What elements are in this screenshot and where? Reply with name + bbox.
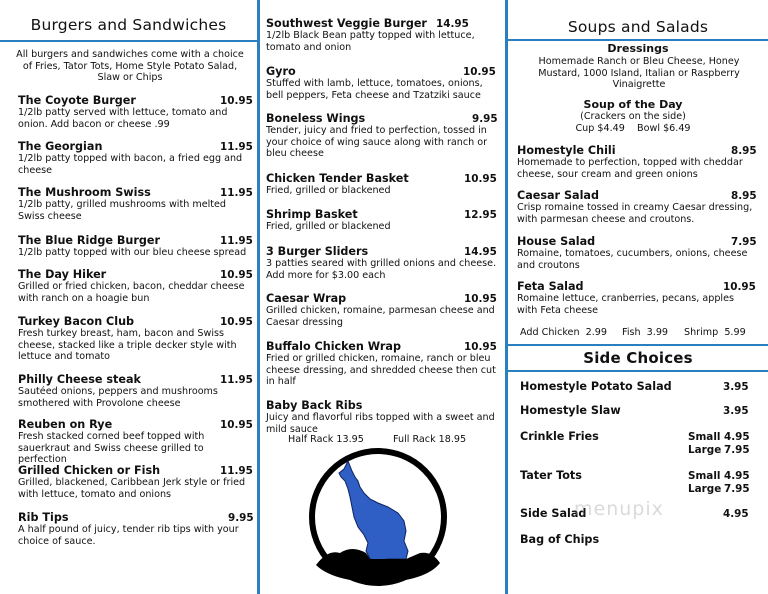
item-name: Gyro bbox=[266, 65, 296, 78]
item-price: 7.95 bbox=[731, 236, 757, 248]
menu-item bbox=[517, 235, 762, 271]
item-price: 10.95 bbox=[220, 269, 253, 281]
item-desc: Fresh stacked corned beef topped with sauerkraut and Swiss cheese grilled to perfection bbox=[18, 431, 205, 466]
menu-item bbox=[18, 140, 253, 176]
addon-chicken: Add Chicken 2.99 bbox=[520, 327, 607, 338]
item-name: Caesar Salad bbox=[517, 189, 599, 202]
dressings-title: Dressings bbox=[607, 42, 669, 55]
side-price: 7.95 bbox=[724, 483, 750, 495]
menu-item bbox=[18, 511, 254, 547]
item-desc: Juicy and flavorful ribs topped with a sweet and mild sauce bbox=[266, 412, 495, 435]
menu-item bbox=[18, 234, 253, 259]
item-desc: Fried, grilled or blackened bbox=[266, 185, 391, 196]
item-name: The Coyote Burger bbox=[18, 94, 136, 107]
item-name: Baby Back Ribs bbox=[266, 399, 363, 412]
item-desc: 1/2lb patty topped with our bleu cheese spread bbox=[18, 247, 247, 258]
item-desc: Fried, grilled or blackened bbox=[266, 221, 391, 232]
item-name: The Blue Ridge Burger bbox=[18, 234, 160, 247]
menu-item bbox=[266, 399, 502, 435]
item-desc: Grilled or fried chicken, bacon, cheddar cheese with ranch on a hoagie bun bbox=[18, 281, 245, 304]
menu-item bbox=[266, 208, 500, 233]
side-price: 4.95 bbox=[724, 470, 750, 482]
item-desc: Stuffed with lamb, lettuce, tomatoes, onions, bell peppers, Feta cheese and Tzatziki sauce bbox=[266, 78, 483, 101]
side-size-label: Large bbox=[688, 483, 722, 495]
item-price: 12.95 bbox=[464, 209, 497, 221]
item-price: 14.95 bbox=[464, 246, 497, 258]
item-price: 9.95 bbox=[228, 512, 254, 524]
item-price: 10.95 bbox=[723, 281, 756, 293]
item-name: Southwest Veggie Burger bbox=[266, 17, 427, 30]
soup-title: Soup of the Day bbox=[583, 98, 683, 111]
item-name: Homestyle Chili bbox=[517, 144, 616, 157]
menu-item bbox=[18, 464, 253, 500]
burgers-column bbox=[0, 0, 257, 594]
side-name: Side Salad bbox=[520, 507, 587, 520]
burgers-heading-rule bbox=[0, 40, 257, 42]
burgers-heading: Burgers and Sandwiches bbox=[30, 16, 227, 34]
side-name: Tater Tots bbox=[520, 469, 582, 482]
sides-top-rule bbox=[508, 344, 768, 346]
item-price: 10.95 bbox=[463, 66, 496, 78]
item-name: The Mushroom Swiss bbox=[18, 186, 151, 199]
side-name: Crinkle Fries bbox=[520, 430, 599, 443]
menu-item bbox=[18, 94, 253, 130]
menu-item bbox=[266, 172, 500, 197]
ribs-full-rack: Full Rack 18.95 bbox=[393, 434, 467, 445]
item-desc: Homemade to perfection, topped with cheddar cheese, sour cream and green onions bbox=[517, 157, 743, 180]
item-desc: Crisp romaine tossed in creamy Caesar dressing, with parmesan cheese and croutons. bbox=[517, 202, 753, 225]
item-desc: 1/2lb Black Bean patty topped with lettuce, tomato and onion bbox=[266, 30, 475, 53]
item-name: Caesar Wrap bbox=[266, 292, 347, 305]
item-price: 10.95 bbox=[220, 316, 253, 328]
sides-heading: Side Choices bbox=[583, 349, 693, 367]
menu-item bbox=[18, 315, 253, 363]
item-desc: 1/2lb patty served with lettuce, tomato and onion. Add bacon or cheese .99 bbox=[18, 107, 228, 130]
item-name: The Georgian bbox=[18, 140, 103, 153]
item-desc: A half pound of juicy, tender rib tips with your choice of sauce. bbox=[18, 524, 239, 547]
item-name: Philly Cheese steak bbox=[18, 373, 141, 386]
menu-item bbox=[266, 112, 500, 160]
menu-item bbox=[266, 340, 502, 388]
item-name: The Day Hiker bbox=[18, 268, 107, 281]
item-price: 10.95 bbox=[220, 95, 253, 107]
item-name: Turkey Bacon Club bbox=[18, 315, 135, 328]
item-price: 11.95 bbox=[220, 235, 253, 247]
side-name: Bag of Chips bbox=[520, 533, 600, 546]
item-desc: Tender, juicy and fried to perfection, tossed in your choice of wing sauce along with ranch or bleu cheese bbox=[266, 125, 488, 160]
item-desc: Sautéed onions, peppers and mushrooms smothered with Provolone cheese bbox=[18, 386, 218, 409]
item-desc: Romaine lettuce, cranberries, pecans, apples with Feta cheese bbox=[517, 293, 734, 316]
item-desc: Fresh turkey breast, ham, bacon and Swiss cheese, stacked like a triple decker style with lettuce and tomato bbox=[18, 328, 237, 363]
item-price: 14.95 bbox=[436, 18, 469, 30]
item-price: 9.95 bbox=[472, 113, 498, 125]
menu-item bbox=[266, 292, 502, 328]
howling-wolf-logo bbox=[308, 447, 448, 587]
side-size-label: Small bbox=[688, 431, 721, 443]
item-desc: 1/2lb patty topped with bacon, a fried egg and cheese bbox=[18, 153, 243, 176]
menu-item bbox=[18, 268, 253, 304]
menu-item bbox=[266, 17, 500, 53]
menu-item bbox=[18, 418, 253, 466]
item-desc: Fried or grilled chicken, romaine, ranch or bleu cheese dressing, and shredded cheese then cut in half bbox=[266, 353, 496, 388]
wolf-icon bbox=[308, 447, 448, 587]
menupix-watermark: menupix bbox=[574, 498, 664, 520]
dressings-text: Homemade Ranch or Bleu Cheese, Honey Mustard, 1000 Island, Italian or Raspberry Vinaigrette bbox=[538, 56, 740, 91]
item-name: Chicken Tender Basket bbox=[266, 172, 409, 185]
burgers-intro: All burgers and sandwiches come with a choice of Fries, Tator Tots, Home Style Potato Salad, Slaw or Chips bbox=[16, 49, 244, 84]
sides-heading-rule bbox=[508, 370, 768, 372]
item-name: Grilled Chicken or Fish bbox=[18, 464, 161, 477]
item-name: Rib Tips bbox=[18, 511, 69, 524]
item-price: 10.95 bbox=[464, 341, 497, 353]
item-name: 3 Burger Sliders bbox=[266, 245, 369, 258]
item-name: Shrimp Basket bbox=[266, 208, 358, 221]
side-price: 4.95 bbox=[723, 508, 749, 520]
addon-shrimp: Shrimp 5.99 bbox=[684, 327, 746, 338]
item-desc: Grilled, blackened, Caribbean Jerk style or fried with lettuce, tomato and onions bbox=[18, 477, 246, 500]
soups-heading: Soups and Salads bbox=[567, 18, 709, 36]
item-price: 10.95 bbox=[220, 419, 253, 431]
item-desc: 3 patties seared with grilled onions and cheese. Add more for $3.00 each bbox=[266, 258, 497, 281]
side-price: 7.95 bbox=[724, 444, 750, 456]
item-desc: Romaine, tomatoes, cucumbers, onions, cheese and croutons bbox=[517, 248, 748, 271]
menu-item bbox=[517, 144, 757, 180]
soups-heading-rule bbox=[508, 39, 768, 41]
side-size-label: Small bbox=[688, 470, 721, 482]
side-name: Homestyle Potato Salad bbox=[520, 380, 672, 393]
item-desc: 1/2lb patty, grilled mushrooms with melted Swiss cheese bbox=[18, 199, 227, 222]
item-price: 10.95 bbox=[464, 293, 497, 305]
menu-item bbox=[266, 65, 502, 101]
menu-item bbox=[517, 189, 762, 225]
item-price: 8.95 bbox=[731, 145, 757, 157]
item-desc: Grilled chicken, romaine, parmesan cheese and Caesar dressing bbox=[266, 305, 495, 328]
side-size-label: Large bbox=[688, 444, 722, 456]
menu-item bbox=[266, 245, 500, 281]
soup-note: (Crackers on the side) bbox=[580, 111, 686, 122]
item-name: House Salad bbox=[517, 235, 596, 248]
menu-item bbox=[517, 280, 757, 316]
item-price: 8.95 bbox=[731, 190, 757, 202]
item-price: 11.95 bbox=[220, 374, 253, 386]
item-name: Buffalo Chicken Wrap bbox=[266, 340, 401, 353]
menu-item bbox=[18, 186, 253, 222]
item-price: 11.95 bbox=[220, 141, 253, 153]
item-name: Boneless Wings bbox=[266, 112, 366, 125]
item-price: 11.95 bbox=[220, 465, 253, 477]
item-name: Reuben on Rye bbox=[18, 418, 113, 431]
side-price: 4.95 bbox=[724, 431, 750, 443]
item-price: 10.95 bbox=[464, 173, 497, 185]
addon-fish: Fish 3.99 bbox=[622, 327, 669, 338]
ribs-half-rack: Half Rack 13.95 bbox=[288, 434, 364, 445]
side-price: 3.95 bbox=[723, 381, 749, 393]
soup-prices: Cup $4.49 Bowl $6.49 bbox=[575, 123, 691, 134]
item-price: 11.95 bbox=[220, 187, 253, 199]
side-price: 3.95 bbox=[723, 405, 749, 417]
side-name: Homestyle Slaw bbox=[520, 404, 621, 417]
menu-item bbox=[18, 373, 253, 409]
item-name: Feta Salad bbox=[517, 280, 584, 293]
